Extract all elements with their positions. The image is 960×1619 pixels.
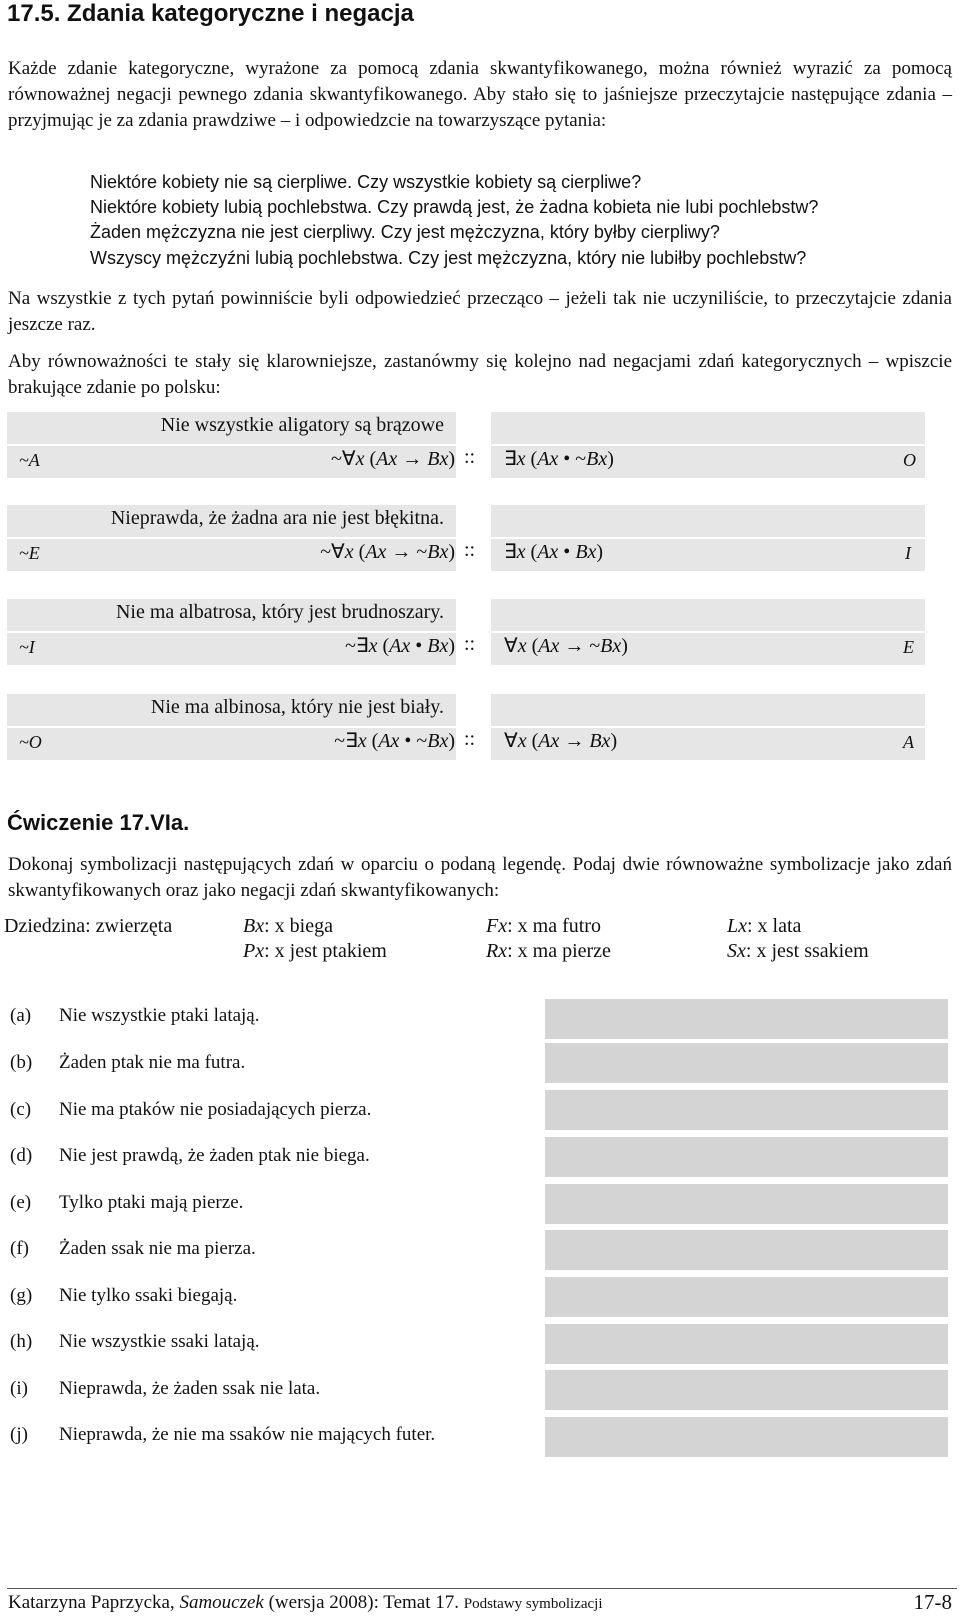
item-text: Żaden ssak nie ma pierza. [59,1238,256,1259]
equivalence-separator: :: [464,633,476,655]
item-text: Nieprawda, że nie ma ssaków nie mających futer. [59,1424,436,1445]
equivalence-separator: :: [464,728,476,750]
equivalence-separator: :: [464,539,476,561]
category-code-right: O [903,450,916,470]
item-text: Nie ma ptaków nie posiadających pierza. [59,1099,372,1120]
legend-entry: Sx: x jest ssakiem [727,940,869,962]
answer-box[interactable] [545,1137,948,1177]
answer-box[interactable] [545,1277,948,1317]
answer-paragraph: Na wszystkie z tych pytań powinniście byli odpowiedzieć przecząco – jeżeli tak nie uczyniliście, to przeczytajcie zdania jeszcze raz. [8,288,952,335]
answer-box[interactable] [491,412,925,444]
answer-box[interactable] [545,1090,948,1130]
equivalent-formula: ∃x (Ax • Bx) [504,541,604,563]
legend-entry: Lx: x lata [727,915,802,937]
negation-formula: ~∃x (Ax • ~Bx) [334,730,455,752]
intro-paragraph: Każde zdanie kategoryczne, wyrażone za pomocą zdania skwantyfikowanego, można również wyrazić za pomocą równoważnej negacji pewnego zdania skwantyfikowanego. Aby stało się to jaśniejsze przeczytajcie następujące zdania – przyjmując je za zdania prawdziwe – i odpowiedzcie na towarzyszące pytania: [8,58,952,131]
item-label: (e) [10,1192,32,1213]
category-code-right: I [905,543,911,563]
section-title: 17.5. Zdania kategoryczne i negacja [7,0,414,27]
item-label: (g) [10,1285,33,1306]
answer-box[interactable] [545,1043,948,1083]
item-text: Nie wszystkie ssaki latają. [59,1331,260,1352]
negation-sentence: Nieprawda, że żadna ara nie jest błękitna. [110,507,444,529]
category-code-left: ~O [19,732,42,752]
answer-box[interactable] [545,1184,948,1224]
negation-formula: ~∀x (Ax → ~Bx) [320,541,455,563]
item-label: (i) [10,1378,28,1399]
negation-sentence: Nie ma albatrosa, który jest brudnoszary. [115,601,444,623]
answer-box[interactable] [545,1324,948,1364]
negation-formula: ~∀x (Ax → Bx) [331,448,455,470]
item-text: Nieprawda, że żaden ssak nie lata. [59,1378,321,1399]
question-line: Żaden mężczyzna nie jest cierpliwy. Czy jest mężczyzna, który byłby cierpliwy? [90,222,720,242]
category-code-right: A [903,732,914,752]
answer-box[interactable] [545,1417,948,1457]
equivalence-paragraph: Aby równoważności te stały się klarowniejsze, zastanówmy się kolejno nad negacjami zdań kategorycznych – wpiszcie brakujące zdanie po polsku: [8,351,952,398]
equivalent-formula: ∀x (Ax → ~Bx) [504,635,628,657]
item-label: (d) [10,1145,33,1166]
item-label: (c) [10,1099,32,1120]
answer-box[interactable] [545,1370,948,1410]
item-label: (a) [10,1005,32,1026]
footer-citation: Katarzyna Paprzycka, Samouczek (wersja 2008): Temat 17. Podstawy symbolizacji [8,1592,603,1613]
category-code-left: ~I [19,637,35,657]
item-label: (h) [10,1331,33,1352]
question-line: Niektóre kobiety lubią pochlebstwa. Czy prawdą jest, że żadna kobieta nie lubi pochlebstw? [90,197,819,217]
legend-entry: Rx: x ma pierze [486,940,611,962]
exercise-paragraph: Dokonaj symbolizacji następujących zdań w oparciu o podaną legendę. Podaj dwie równoważne symbolizacje jako zdań skwantyfikowanych oraz jako negacji zdań skwantyfikowanych: [8,854,952,901]
footer-divider [7,1588,957,1589]
negation-sentence: Nie wszystkie aligatory są brązowe [160,414,444,436]
page-number: 17-8 [913,1590,952,1614]
item-label: (f) [10,1238,29,1259]
negation-sentence: Nie ma albinosa, który nie jest biały. [150,696,444,718]
item-text: Nie wszystkie ptaki latają. [59,1005,260,1026]
equivalent-formula: ∀x (Ax → Bx) [504,730,618,752]
equivalent-formula: ∃x (Ax • ~Bx) [504,448,614,470]
answer-box[interactable] [545,999,948,1039]
item-text: Żaden ptak nie ma futra. [59,1052,246,1073]
question-line: Wszyscy mężczyźni lubią pochlebstwa. Czy jest mężczyzna, który nie lubiłby pochlebstw? [90,248,807,268]
item-label: (b) [10,1052,33,1073]
legend-domain: Dziedzina: zwierzęta [4,915,173,937]
question-line: Niektóre kobiety nie są cierpliwe. Czy wszystkie kobiety są cierpliwe? [90,172,642,192]
category-code-left: ~A [19,450,40,470]
answer-box[interactable] [545,1230,948,1270]
exercise-title: Ćwiczenie 17.VIa. [7,810,190,835]
equivalence-separator: :: [464,446,476,468]
category-code-right: E [903,637,914,657]
item-text: Nie jest prawdą, że żaden ptak nie biega. [59,1145,370,1166]
negation-formula: ~∃x (Ax • Bx) [345,635,455,657]
answer-box[interactable] [491,599,925,631]
legend-entry: Bx: x biega [243,915,333,937]
legend-entry: Fx: x ma futro [486,915,601,937]
legend-entry: Px: x jest ptakiem [243,940,387,962]
answer-box[interactable] [491,505,925,537]
item-label: (j) [10,1424,28,1445]
item-text: Tylko ptaki mają pierze. [59,1192,244,1213]
item-text: Nie tylko ssaki biegają. [59,1285,238,1306]
answer-box[interactable] [491,694,925,726]
category-code-left: ~E [19,543,40,563]
